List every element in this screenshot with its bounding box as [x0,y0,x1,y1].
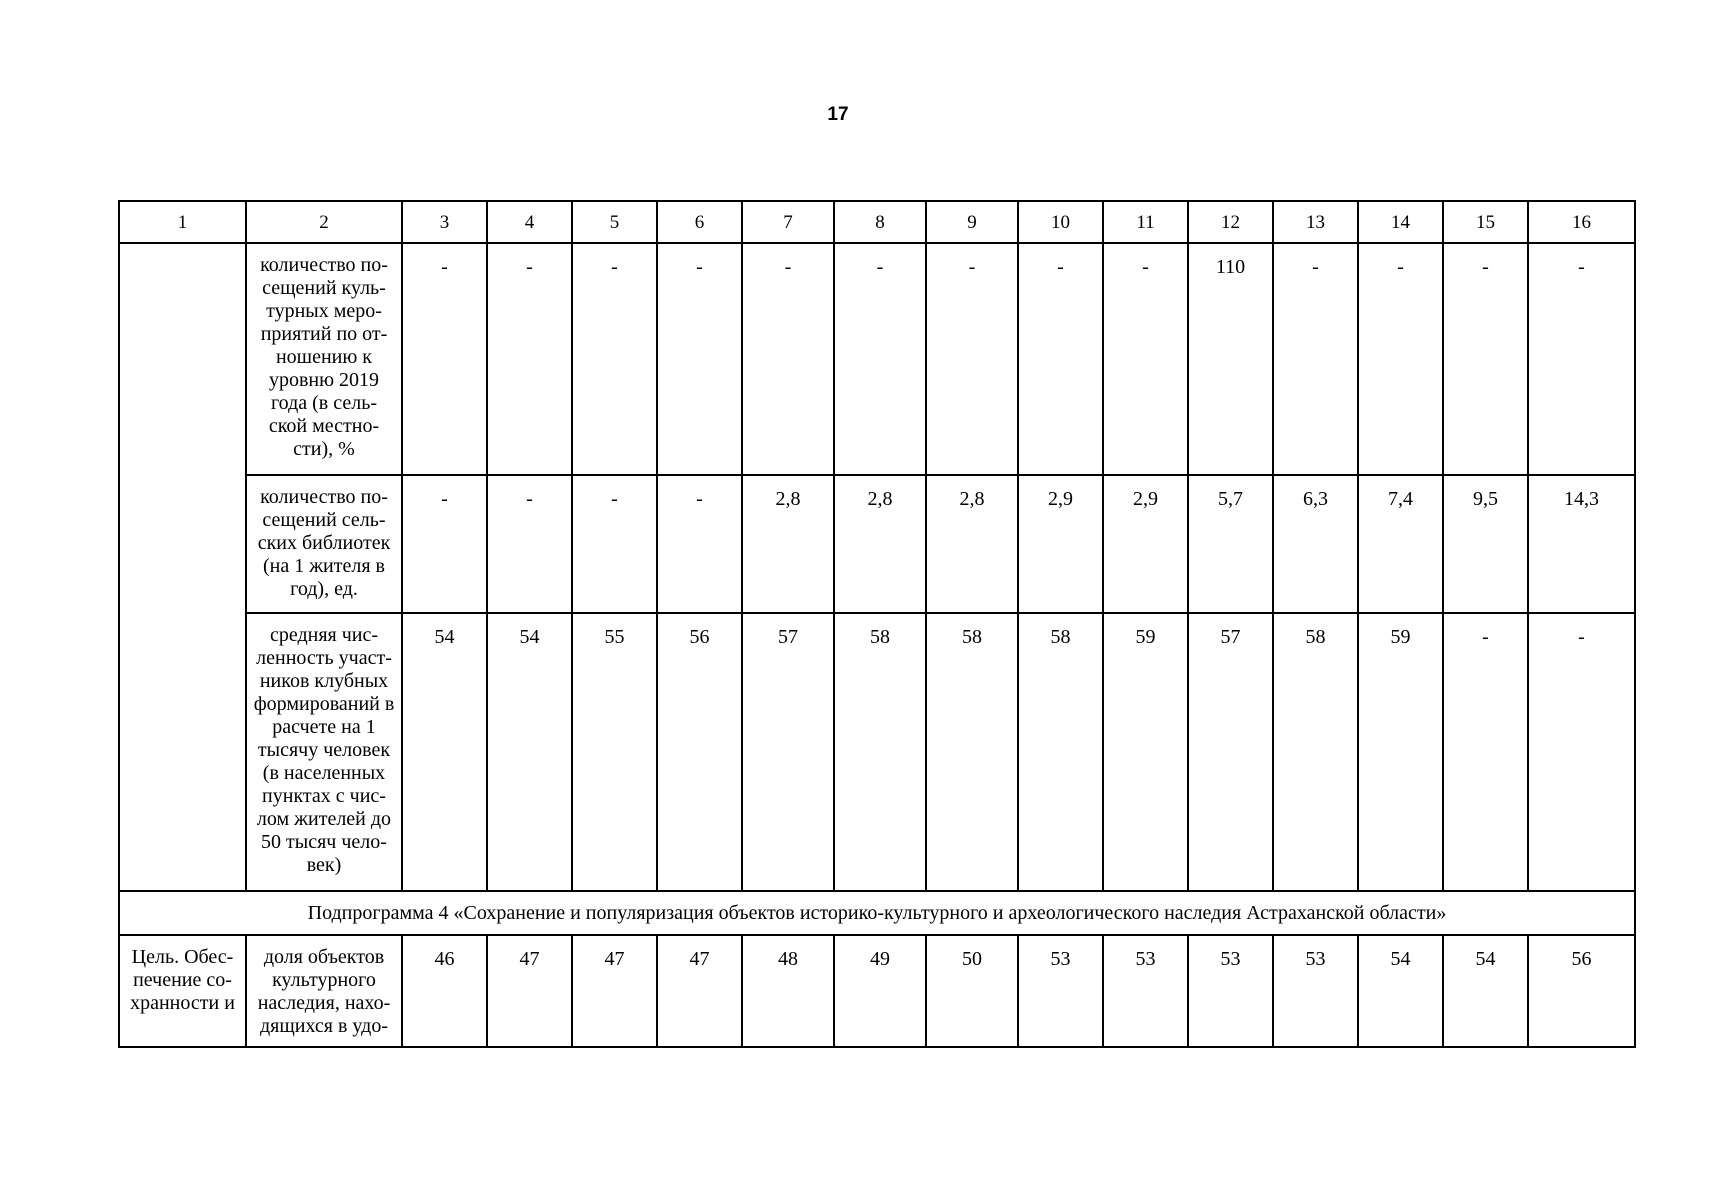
value-cell: - [1018,243,1103,475]
value-cell: 59 [1358,613,1443,891]
column-header: 8 [834,201,926,243]
value-cell: 50 [926,935,1018,1047]
value-cell: - [1358,243,1443,475]
column-header: 12 [1188,201,1273,243]
value-cell: 5,7 [1188,475,1273,613]
column-header: 14 [1358,201,1443,243]
column-header: 11 [1103,201,1188,243]
value-cell: 49 [834,935,926,1047]
subprogram-row [119,891,1635,935]
value-cell: - [1443,243,1528,475]
value-cell: - [402,475,487,613]
value-cell: 7,4 [1358,475,1443,613]
indicator-description: количество по-сещений куль-турных меро-приятий по от-ношению к уровню 2019 года (в сель-ской местно-сти), % [246,243,402,475]
table-row [119,475,1635,613]
column-header: 13 [1273,201,1358,243]
value-cell: 55 [572,613,657,891]
goal-cell: Цель. Обес-печение со-хранности и [119,935,246,1047]
value-cell: 48 [742,935,834,1047]
value-cell: - [402,243,487,475]
value-cell: 2,8 [926,475,1018,613]
value-cell: - [1273,243,1358,475]
value-cell: 53 [1103,935,1188,1047]
column-header: 3 [402,201,487,243]
value-cell: 9,5 [1443,475,1528,613]
value-cell: 56 [657,613,742,891]
value-cell: - [1443,613,1528,891]
value-cell: 58 [834,613,926,891]
value-cell: 2,9 [1018,475,1103,613]
value-cell: 47 [487,935,572,1047]
value-cell: 57 [742,613,834,891]
column-number-row [119,201,1635,243]
value-cell: - [926,243,1018,475]
value-cell: - [1103,243,1188,475]
value-cell: - [572,243,657,475]
column-header: 6 [657,201,742,243]
value-cell: 53 [1273,935,1358,1047]
column-header: 16 [1528,201,1635,243]
value-cell: 57 [1188,613,1273,891]
column-header: 4 [487,201,572,243]
goal-cell-empty [119,243,246,891]
column-header: 9 [926,201,1018,243]
value-cell: 47 [572,935,657,1047]
value-cell: 2,8 [742,475,834,613]
page-number: 17 [827,104,849,125]
value-cell: 58 [1273,613,1358,891]
column-header: 1 [119,201,246,243]
value-cell: 56 [1528,935,1635,1047]
value-cell: 2,9 [1103,475,1188,613]
value-cell: 54 [1358,935,1443,1047]
column-header: 2 [246,201,402,243]
value-cell: 110 [1188,243,1273,475]
value-cell: 14,3 [1528,475,1635,613]
value-cell: - [487,475,572,613]
value-cell: 2,8 [834,475,926,613]
value-cell: 46 [402,935,487,1047]
indicator-description: средняя чис-ленность участ-ников клубных формирований в расчете на 1 тысячу человек (в населенных пунктах с чис-лом жителей до 50 тысяч чело-век) [246,613,402,891]
column-header: 15 [1443,201,1528,243]
value-cell: 58 [926,613,1018,891]
value-cell: 6,3 [1273,475,1358,613]
value-cell: - [657,475,742,613]
value-cell: 54 [402,613,487,891]
column-header: 7 [742,201,834,243]
value-cell: - [572,475,657,613]
value-cell: - [742,243,834,475]
value-cell: 53 [1188,935,1273,1047]
value-cell: - [834,243,926,475]
indicator-description: доля объектов культурного наследия, нахо-дящихся в удо- [246,935,402,1047]
value-cell: 53 [1018,935,1103,1047]
value-cell: 58 [1018,613,1103,891]
value-cell: 59 [1103,613,1188,891]
value-cell: - [487,243,572,475]
value-cell: - [657,243,742,475]
table-row [119,243,1635,475]
value-cell: 47 [657,935,742,1047]
column-header: 5 [572,201,657,243]
column-header: 10 [1018,201,1103,243]
value-cell: - [1528,613,1635,891]
value-cell: 54 [1443,935,1528,1047]
value-cell: - [1528,243,1635,475]
indicator-description: количество по-сещений сель-ских библиотек (на 1 жителя в год), ед. [246,475,402,613]
table-row [119,613,1635,891]
subprogram-title: Подпрограмма 4 «Сохранение и популяризация объектов историко-культурного и археологического наследия Астраханской области» [119,891,1635,935]
indicators-table [118,200,1636,1048]
value-cell: 54 [487,613,572,891]
table-row [119,935,1635,1047]
